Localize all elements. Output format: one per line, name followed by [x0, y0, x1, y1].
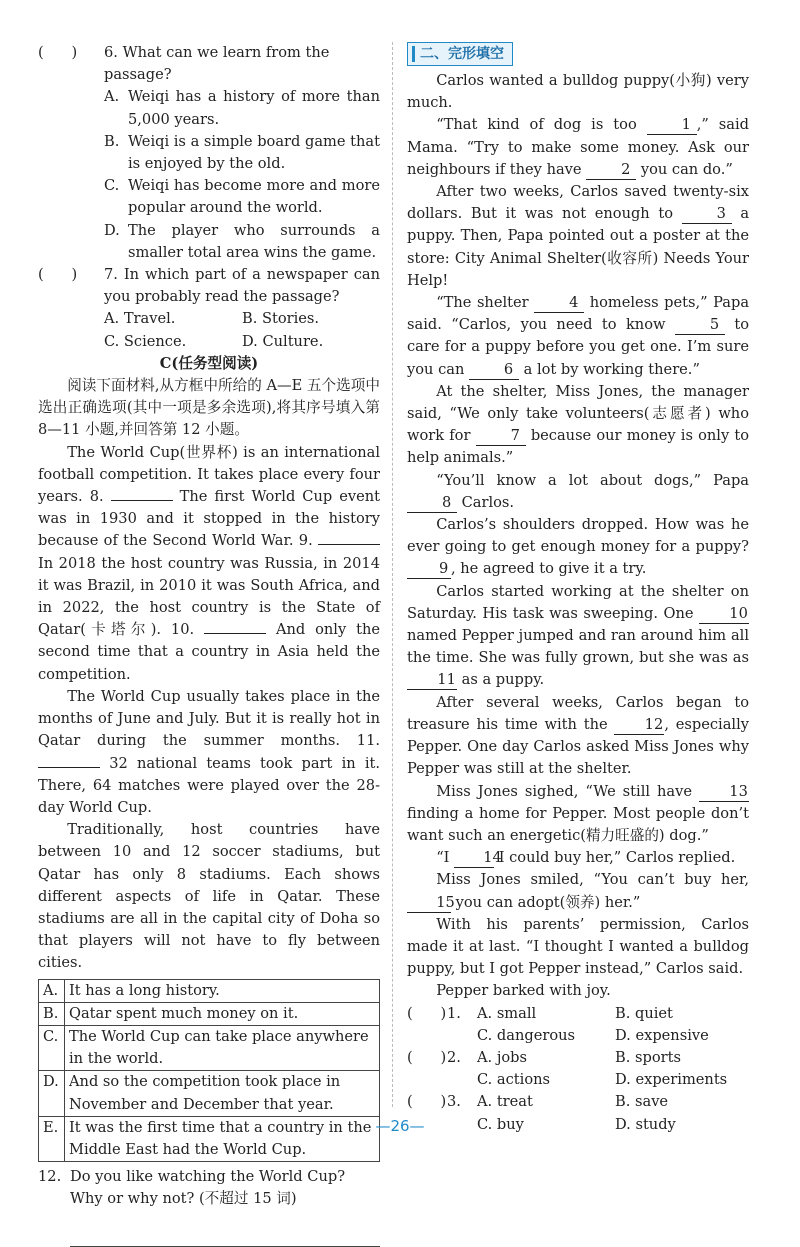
box-option: E. It was the first time that a country in the Middle East had the World Cup. [39, 1117, 379, 1161]
blank-12[interactable]: 12 [614, 716, 664, 735]
paragraph: Miss Jones sighed, “We still have 13 finding a home for Pepper. Most people don’t want such an energetic(精力旺盛的) dog.” [407, 782, 749, 844]
options-row: C. Science. D. Culture. [104, 332, 324, 350]
paragraph: Carlos wanted a bulldog puppy(小狗) very much. [407, 72, 749, 112]
mc-options-row: C. buy D. study [477, 1115, 676, 1133]
paragraph: The World Cup(世界杯) is an international football competition. It takes place every four years. 8. The first World Cup event was in 1930 and it stopped in the history because of the Second World War. 9. In 2018 the host country was Russia, in 2014 it was Brazil, in 2010 it was South Africa, and in 2022, the host country is the State of Qatar(卡塔尔). 10. And only the second time that a country in Asia held the competition. [38, 443, 381, 683]
blank-5[interactable]: 5 [675, 316, 725, 335]
blank-10[interactable]: 10 [699, 605, 749, 624]
blank-9[interactable] [318, 544, 380, 545]
paragraph: At the shelter, Miss Jones, the manager said, “We only take volunteers(志愿者) who work for 7 because our money is only to help animals.” [407, 382, 750, 467]
mc-question-3: ( ) 3. A. treat B. save [407, 1091, 749, 1113]
blank-7[interactable]: 7 [476, 427, 526, 446]
answer-line[interactable] [70, 1229, 380, 1247]
option: C. Weiqi has become more and more popular around the world. [104, 177, 380, 217]
options-row: A. Travel. B. Stories. [104, 310, 320, 328]
blank-11[interactable]: 11 [407, 671, 457, 690]
answer-paren[interactable]: ( ) [38, 266, 78, 284]
option: A. Weiqi has a history of more than 5,000 years. [104, 88, 380, 128]
blank-1[interactable]: 1 [647, 116, 697, 135]
blank-8[interactable] [111, 500, 173, 501]
blank-8[interactable]: 8 [407, 494, 457, 513]
paragraph: Miss Jones smiled, “You can’t buy her, 15 you can adopt(领养) her.” [407, 869, 749, 913]
paragraph: “You’ll know a lot about dogs,” Papa 8 Carlos. [407, 470, 749, 514]
blank-14[interactable]: 14 [454, 849, 494, 868]
paragraph: With his parents’ permission, Carlos made it at last. “I thought I wanted a bulldog puppy, but I got Pepper instead,” Carlos said. [407, 915, 749, 978]
box-option: D. And so the competition took place in November and December that year. [39, 1071, 379, 1116]
box-option: B. Qatar spent much money on it. [39, 1003, 379, 1026]
blank-6[interactable]: 6 [469, 361, 519, 380]
paragraph: Carlos started working at the shelter on Saturday. His task was sweeping. One 10 named Pepper jumped and ran around him all the time. She was fully grown, but she was as 11 as a puppy. [407, 582, 749, 689]
mc-options-row: C. dangerous D. expensive [477, 1026, 709, 1044]
question-12: 12. Do you like watching the World Cup? Why or why not? (不超过 15 词) [38, 1168, 346, 1208]
paragraph: “That kind of dog is too 1 ,” said Mama. “Try to make some money. Ask our neighbours if they have 2 you can do.” [407, 116, 749, 178]
blank-11[interactable] [38, 767, 100, 768]
mc-options-row: C. actions D. experiments [477, 1071, 728, 1089]
blank-15[interactable]: 15 [407, 894, 451, 913]
answer-paren[interactable]: ( ) [38, 44, 78, 61]
blank-10[interactable] [204, 633, 266, 634]
paragraph: After several weeks, Carlos began to treasure his time with the 12, especially Pepper. One day Carlos asked Miss Jones why Pepper was still at the shelter. [407, 693, 749, 778]
mc-question-1: ( ) 1. A. small B. quiet [407, 1003, 749, 1025]
blank-4[interactable]: 4 [534, 294, 584, 313]
blank-3[interactable]: 3 [682, 205, 732, 224]
paragraph: “The shelter 4 homeless pets,” Papa said. “Carlos, you need to know 5 to care for a puppy before you get one. I’m sure you can 6 a lot by working there.” [407, 294, 750, 378]
paragraph: After two weeks, Carlos saved twenty-six dollars. But it was not enough to 3 a puppy. Then, Papa pointed out a poster at the store: City Animal Shelter(收容所) Needs Your Help! [407, 183, 750, 289]
question-7 [38, 264, 380, 308]
paragraph: Traditionally, host countries have between 10 and 12 soccer stadiums, but Qatar has only 8 stadiums. Each shows different aspects of life in Qatar. These stadiums are all in the capital city of Doha so that players will not have to fly between cities. [38, 821, 380, 972]
box-option: A. It has a long history. [39, 980, 379, 1003]
option: D. The player who surrounds a smaller total area wins the game. [104, 221, 380, 261]
blank-2[interactable]: 2 [586, 161, 636, 180]
header-bar-icon [412, 46, 415, 62]
column-divider [392, 42, 393, 1107]
mc-question-2: ( ) 2. A. jobs B. sports [407, 1047, 749, 1069]
paragraph: Pepper barked with joy. [436, 982, 611, 1000]
answer-paren[interactable]: ( ) [407, 1093, 447, 1111]
section-header: 二、完形填空 [407, 42, 513, 66]
paragraph: “I 14 I could buy her,” Carlos replied. [436, 849, 736, 867]
question-text: 6. What can we learn from the passage? [104, 44, 330, 84]
blank-13[interactable]: 13 [699, 783, 749, 802]
box-option: C. The World Cup can take place anywhere in the world. [39, 1026, 379, 1071]
option: B. Weiqi is a simple board game that is enjoyed by the old. [104, 132, 380, 173]
blank-9[interactable]: 9 [407, 560, 451, 579]
question-6 [38, 42, 380, 86]
question-text: 7. In which part of a newspaper can you probably read the passage? [104, 266, 380, 306]
left-column [38, 42, 380, 1247]
answer-paren[interactable]: ( ) [407, 1004, 447, 1022]
right-column [407, 42, 749, 1136]
paragraph: The World Cup usually takes place in the months of June and July. But it is really hot in Qatar during the summer months. 11. 32 national teams took part in it. There, 64 matches were played over the 28-day World Cup. [38, 687, 380, 816]
paragraph: Carlos’s shoulders dropped. How was he ever going to get enough money for a puppy? 9 , he agreed to give it a try. [407, 516, 749, 578]
page-number: —26— [375, 1117, 425, 1135]
section-c-title: C(任务型阅读) [159, 354, 259, 372]
answer-paren[interactable]: ( ) [407, 1048, 447, 1066]
instructions: 阅读下面材料,从方框中所给的 A—E 五个选项中选出正确选项(其中一项是多余选项),将其序号填入第 8—11 小题,并回答第 12 小题。 [38, 377, 380, 439]
